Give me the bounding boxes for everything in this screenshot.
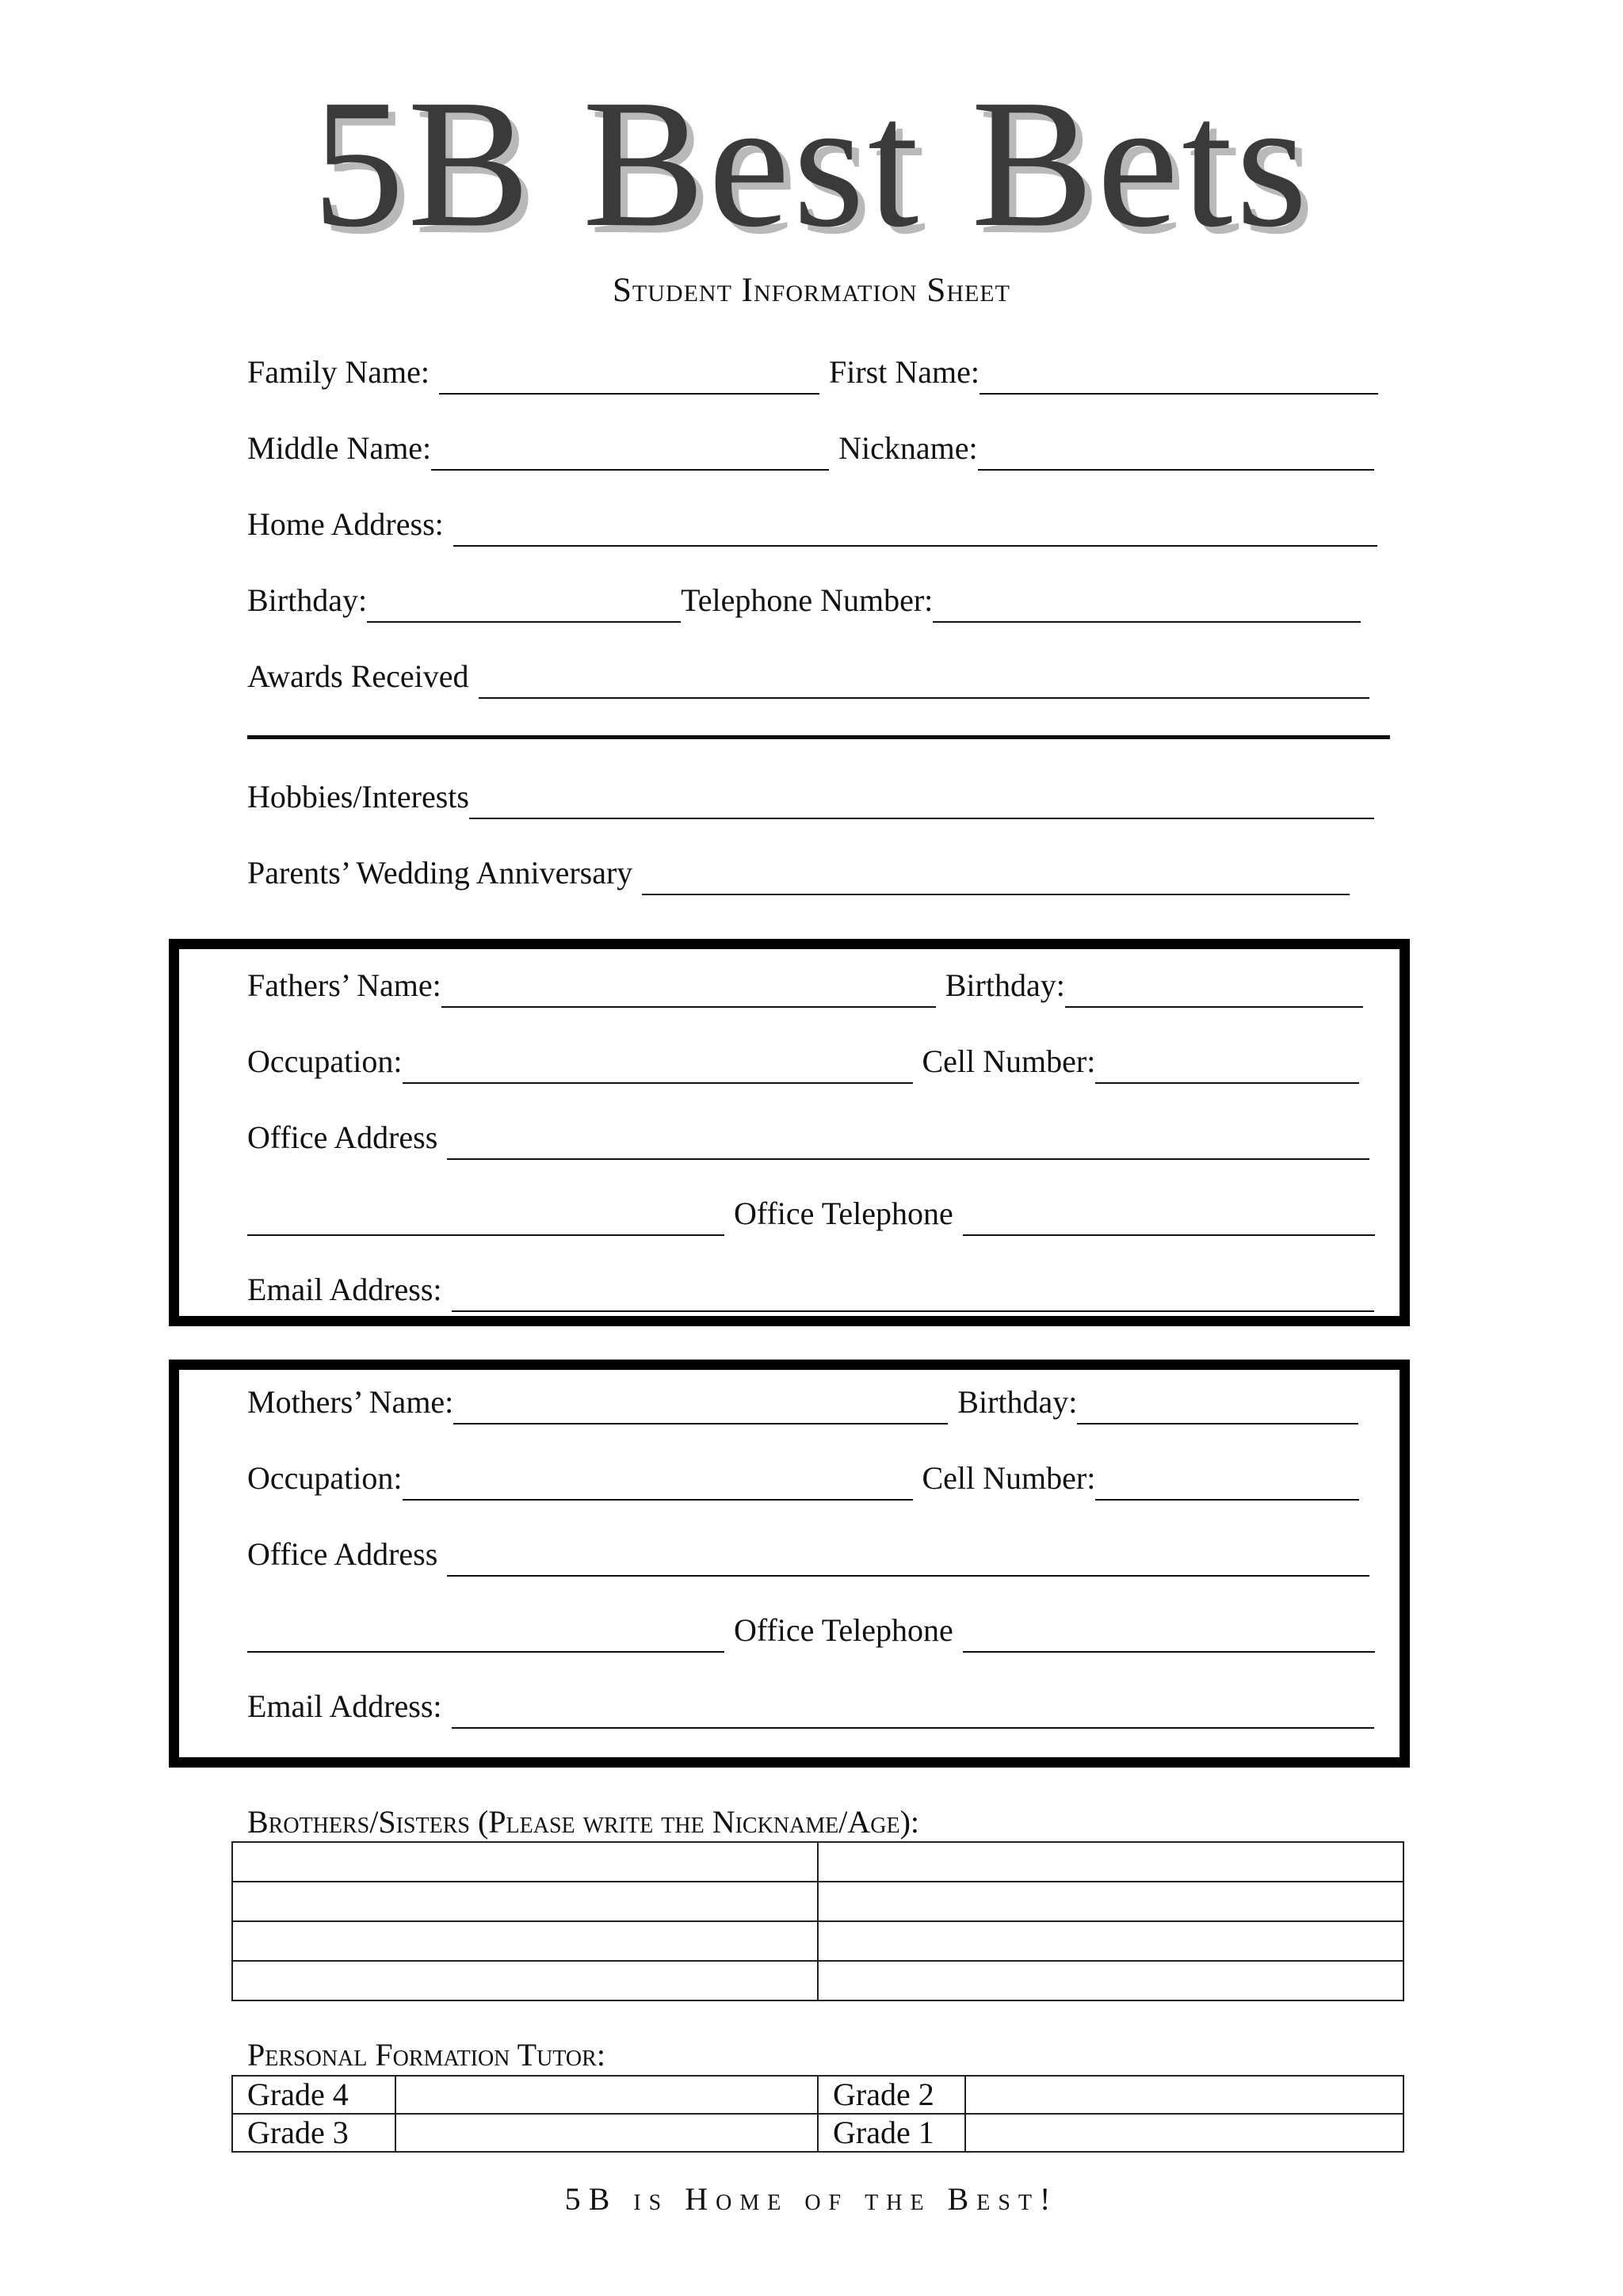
- father-cell-label: Cell Number:: [922, 1043, 1096, 1079]
- mother-name-row: [247, 1385, 1358, 1425]
- sibling-cell[interactable]: [818, 1921, 1403, 1961]
- mother-office-telephone-field[interactable]: [963, 1619, 1375, 1653]
- table-row: [232, 2114, 1403, 2152]
- grade4-label: Grade 4: [232, 2076, 395, 2114]
- table-row: [232, 1961, 1403, 2000]
- mother-office-telephone-row: [247, 1613, 1375, 1653]
- birthday-field[interactable]: [367, 589, 681, 623]
- grade2-tutor-field[interactable]: [965, 2076, 1403, 2114]
- home-address-label: Home Address:: [247, 506, 444, 542]
- mother-office-address-row: [247, 1537, 1369, 1577]
- anniversary-field[interactable]: [642, 862, 1350, 895]
- father-office-telephone-label: Office Telephone: [734, 1196, 953, 1231]
- tutor-heading: Personal Formation Tutor:: [247, 2037, 605, 2073]
- birthday-label: Birthday:: [247, 582, 368, 618]
- nickname-field[interactable]: [978, 437, 1374, 471]
- name-row: [247, 355, 1378, 395]
- father-name-field[interactable]: [441, 974, 936, 1008]
- father-email-row: [247, 1272, 1374, 1312]
- mother-name-label: Mothers’ Name:: [247, 1384, 454, 1420]
- mother-office-telephone-label: Office Telephone: [734, 1612, 953, 1648]
- father-office-address-row: [247, 1120, 1369, 1160]
- page-title: 5B Best Bets: [312, 62, 1311, 265]
- middle-name-row: [247, 431, 1374, 471]
- father-occupation-field[interactable]: [403, 1051, 913, 1084]
- father-office-address-field[interactable]: [447, 1127, 1369, 1160]
- siblings-heading: Brothers/Sisters (Please write the Nickname/Age):: [247, 1804, 920, 1840]
- father-office-telephone-row: [247, 1196, 1375, 1236]
- birthday-row: [247, 583, 1361, 623]
- grade1-tutor-field[interactable]: [965, 2114, 1403, 2152]
- family-name-label: Family Name:: [247, 354, 430, 390]
- mother-occupation-field[interactable]: [403, 1467, 913, 1501]
- mother-office-address-line2-field[interactable]: [247, 1619, 724, 1653]
- father-occupation-row: [247, 1044, 1359, 1084]
- mother-birthday-label: Birthday:: [957, 1384, 1078, 1420]
- grade3-label: Grade 3: [232, 2114, 395, 2152]
- grade2-label: Grade 2: [818, 2076, 965, 2114]
- mother-office-address-label: Office Address: [247, 1536, 438, 1572]
- awards-label: Awards Received: [247, 658, 469, 694]
- middle-name-field[interactable]: [431, 437, 829, 471]
- sibling-cell[interactable]: [818, 1961, 1403, 2000]
- middle-name-label: Middle Name:: [247, 430, 432, 466]
- anniversary-label: Parents’ Wedding Anniversary: [247, 855, 633, 891]
- nickname-label: Nickname:: [838, 430, 978, 466]
- mother-email-label: Email Address:: [247, 1688, 442, 1724]
- mother-cell-label: Cell Number:: [922, 1460, 1096, 1496]
- mother-occupation-label: Occupation:: [247, 1460, 403, 1496]
- grade3-tutor-field[interactable]: [395, 2114, 818, 2152]
- telephone-field[interactable]: [933, 589, 1361, 623]
- mother-name-field[interactable]: [453, 1391, 948, 1425]
- section-divider: [247, 735, 1390, 739]
- father-name-label: Fathers’ Name:: [247, 967, 441, 1003]
- footer-motto: 5B is Home of the Best!: [564, 2181, 1059, 2217]
- table-row: [232, 1842, 1403, 1882]
- anniversary-row: [247, 856, 1350, 895]
- grade4-tutor-field[interactable]: [395, 2076, 818, 2114]
- father-occupation-label: Occupation:: [247, 1043, 403, 1079]
- table-row: [232, 1921, 1403, 1961]
- grade1-label: Grade 1: [818, 2114, 965, 2152]
- home-address-row: [247, 507, 1377, 547]
- sibling-cell[interactable]: [818, 1882, 1403, 1921]
- sibling-cell[interactable]: [232, 1842, 818, 1882]
- sibling-cell[interactable]: [232, 1921, 818, 1961]
- telephone-label: Telephone Number:: [681, 582, 934, 618]
- mother-cell-field[interactable]: [1095, 1467, 1359, 1501]
- home-address-field[interactable]: [453, 513, 1377, 547]
- mother-office-address-field[interactable]: [447, 1543, 1369, 1577]
- father-birthday-label: Birthday:: [945, 967, 1065, 1003]
- hobbies-label: Hobbies/Interests: [247, 779, 469, 814]
- father-email-field[interactable]: [452, 1279, 1374, 1312]
- sibling-cell[interactable]: [818, 1842, 1403, 1882]
- family-name-field[interactable]: [439, 361, 819, 395]
- hobbies-field[interactable]: [469, 786, 1374, 819]
- father-office-address-label: Office Address: [247, 1119, 438, 1155]
- awards-row: [247, 659, 1369, 699]
- tutor-table: [231, 2075, 1404, 2153]
- father-office-telephone-field[interactable]: [963, 1203, 1375, 1236]
- sibling-cell[interactable]: [232, 1961, 818, 2000]
- father-name-row: [247, 968, 1363, 1008]
- mother-occupation-row: [247, 1461, 1359, 1501]
- mother-email-row: [247, 1689, 1374, 1729]
- father-office-address-line2-field[interactable]: [247, 1203, 724, 1236]
- awards-field[interactable]: [479, 666, 1369, 699]
- hobbies-row: [247, 780, 1374, 819]
- first-name-label: First Name:: [828, 354, 980, 390]
- mother-email-field[interactable]: [452, 1695, 1374, 1729]
- table-row: [232, 1882, 1403, 1921]
- siblings-table: [231, 1841, 1404, 2001]
- father-email-label: Email Address:: [247, 1272, 442, 1307]
- father-cell-field[interactable]: [1095, 1051, 1359, 1084]
- table-row: [232, 2076, 1403, 2114]
- first-name-field[interactable]: [980, 361, 1378, 395]
- father-birthday-field[interactable]: [1065, 974, 1363, 1008]
- sheet-subtitle: Student Information Sheet: [613, 272, 1010, 309]
- mother-birthday-field[interactable]: [1077, 1391, 1358, 1425]
- sibling-cell[interactable]: [232, 1882, 818, 1921]
